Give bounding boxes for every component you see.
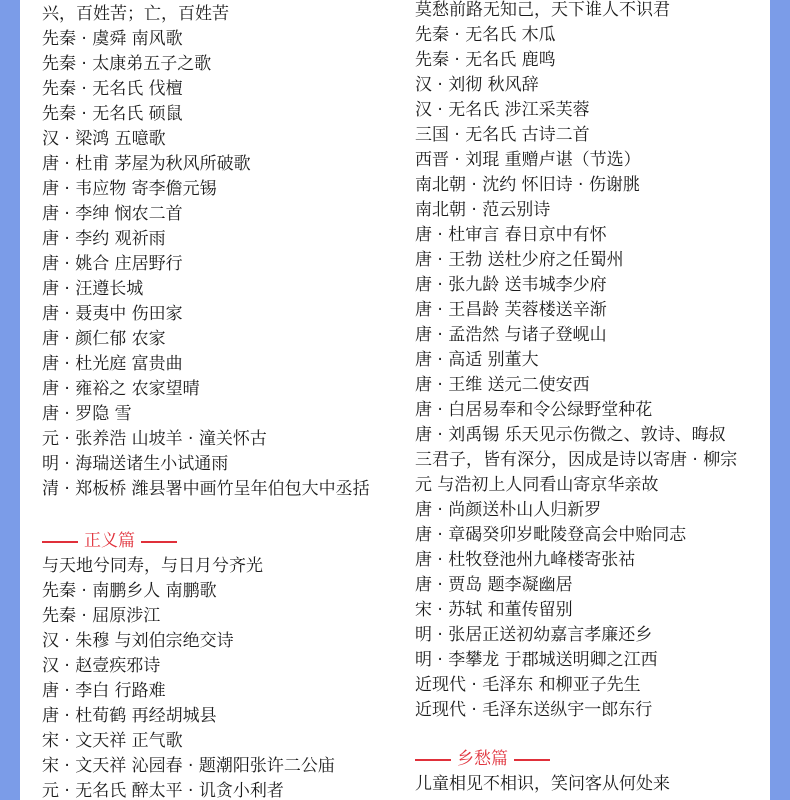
poem-entry: 唐 · 刘禹锡 乐天见示伤微之、敦诗、晦叔 — [415, 425, 726, 445]
right-top-list — [415, 0, 770, 723]
poem-entry: 唐 · 章碣癸卯岁毗陵登高会中贻同志 — [415, 525, 687, 545]
poem-entry: 先秦 · 无名氏 硕鼠 — [42, 104, 183, 124]
poem-entry: 唐 · 贾岛 题李凝幽居 — [415, 575, 573, 595]
heading-rule-left — [42, 541, 78, 543]
poem-entry: 唐 · 杜审言 春日京中有怀 — [415, 225, 607, 245]
section-title: 乡愁篇 — [457, 749, 508, 769]
poem-entry: 先秦 · 南鹏乡人 南鹏歌 — [42, 581, 217, 601]
heading-rule-right — [514, 759, 550, 761]
poem-entry: 唐 · 汪遵长城 — [42, 279, 144, 299]
poem-entry: 与天地兮同寿，与日月兮齐光 — [42, 556, 263, 576]
poem-entry: 清 · 郑板桥 潍县署中画竹呈年伯包大中丞括 — [42, 479, 370, 499]
poem-entry: 近现代 · 毛泽东送纵宇一郎东行 — [415, 700, 653, 720]
poem-entry: 唐 · 雍裕之 农家望晴 — [42, 379, 200, 399]
poem-entry: 兴，百姓苦；亡，百姓苦 — [42, 4, 229, 24]
section-gap — [42, 502, 394, 527]
poem-entry: 唐 · 杜甫 茅屋为秋风所破歌 — [42, 154, 251, 174]
poem-entry: 唐 · 李绅 悯农二首 — [42, 204, 183, 224]
poem-entry: 先秦 · 无名氏 鹿鸣 — [415, 50, 556, 70]
poem-entry: 汉 · 朱穆 与刘伯宗绝交诗 — [42, 631, 234, 651]
poem-entry: 唐 · 张九龄 送韦城李少府 — [415, 275, 607, 295]
poem-entry: 汉 · 刘彻 秋风辞 — [415, 75, 539, 95]
poem-entry: 唐 · 杜荀鹤 再经胡城县 — [42, 706, 217, 726]
left-column — [42, 2, 394, 800]
poem-entry: 唐 · 杜牧登池州九峰楼寄张祜 — [415, 550, 636, 570]
poem-entry: 唐 · 高适 别董大 — [415, 350, 539, 370]
poem-entry: 南北朝 · 范云别诗 — [415, 200, 551, 220]
poem-entry: 唐 · 姚合 庄居野行 — [42, 254, 183, 274]
poem-entry: 先秦 · 虞舜 南风歌 — [42, 29, 183, 49]
poem-entry: 唐 · 颜仁郁 农家 — [42, 329, 166, 349]
poem-entry: 唐 · 韦应物 寄李儋元锡 — [42, 179, 217, 199]
heading-rule-left — [415, 759, 451, 761]
poem-entry: 唐 · 罗隐 雪 — [42, 404, 132, 424]
section-gap — [415, 723, 770, 747]
poem-entry: 汉 · 赵壹疾邪诗 — [42, 656, 161, 676]
poem-entry: 元 · 无名氏 醉太平 · 讥贪小利者 — [42, 781, 284, 800]
heading-rule-right — [141, 541, 177, 543]
left-top-list — [42, 2, 394, 502]
poem-entry: 唐 · 王维 送元二使安西 — [415, 375, 590, 395]
poem-entry: 唐 · 李白 行路难 — [42, 681, 166, 701]
poem-entry: 唐 · 孟浩然 与诸子登岘山 — [415, 325, 607, 345]
poem-entry: 近现代 · 毛泽东 和柳亚子先生 — [415, 675, 641, 695]
poem-entry: 汉 · 无名氏 涉江采芙蓉 — [415, 100, 590, 120]
poem-entry: 唐 · 白居易奉和令公绿野堂种花 — [415, 400, 653, 420]
poem-entry: 唐 · 杜光庭 富贵曲 — [42, 354, 183, 374]
poem-entry: 唐 · 聂夷中 伤田家 — [42, 304, 183, 324]
poem-entry: 儿童相见不相识，笑问客从何处来 — [415, 774, 670, 794]
document-page — [20, 0, 770, 800]
poem-entry: 汉 · 梁鸿 五噫歌 — [42, 129, 166, 149]
section-heading-justice — [42, 529, 394, 554]
poem-entry: 唐 · 王勃 送杜少府之任蜀州 — [415, 250, 624, 270]
poem-entry: 宋 · 文天祥 正气歌 — [42, 731, 183, 751]
poem-entry: 唐 · 尚颜送朴山人归新罗 — [415, 500, 602, 520]
poem-entry: 明 · 李攀龙 于郡城送明卿之江西 — [415, 650, 658, 670]
poem-entry: 莫愁前路无知己，天下谁人不识君 — [415, 0, 670, 20]
poem-entry: 西晋 · 刘琨 重赠卢谌（节选） — [415, 150, 641, 170]
right-column — [415, 0, 770, 797]
poem-entry: 先秦 · 太康弟五子之歌 — [42, 54, 212, 74]
poem-entry: 先秦 · 无名氏 伐檀 — [42, 79, 183, 99]
poem-entry: 先秦 · 无名氏 木瓜 — [415, 25, 556, 45]
poem-entry: 唐 · 王昌龄 芙蓉楼送辛渐 — [415, 300, 607, 320]
poem-entry: 宋 · 文天祥 沁园春 · 题潮阳张许二公庙 — [42, 756, 335, 776]
poem-entry: 元 · 张养浩 山坡羊 · 潼关怀古 — [42, 429, 267, 449]
poem-entry: 明 · 张居正送初幼嘉言孝廉还乡 — [415, 625, 653, 645]
poem-entry: 唐 · 李约 观祈雨 — [42, 229, 166, 249]
poem-entry: 宋 · 苏轼 和董传留别 — [415, 600, 573, 620]
poem-entry: 南北朝 · 沈约 怀旧诗 · 伤谢朓 — [415, 175, 640, 195]
section-title: 正义篇 — [84, 531, 135, 551]
poem-entry: 先秦 · 屈原涉江 — [42, 606, 161, 626]
section-heading-nostalgia — [415, 747, 770, 772]
poem-entry: 明 · 海瑞送诸生小试通雨 — [42, 454, 229, 474]
right-section-list — [415, 772, 770, 797]
poem-entry: 元 与浩初上人同看山寄京华亲故 — [415, 475, 659, 495]
poem-entry: 三君子，皆有深分，因成是诗以寄唐 · 柳宗 — [415, 450, 738, 470]
left-section-list — [42, 554, 394, 800]
poem-entry: 三国 · 无名氏 古诗二首 — [415, 125, 590, 145]
